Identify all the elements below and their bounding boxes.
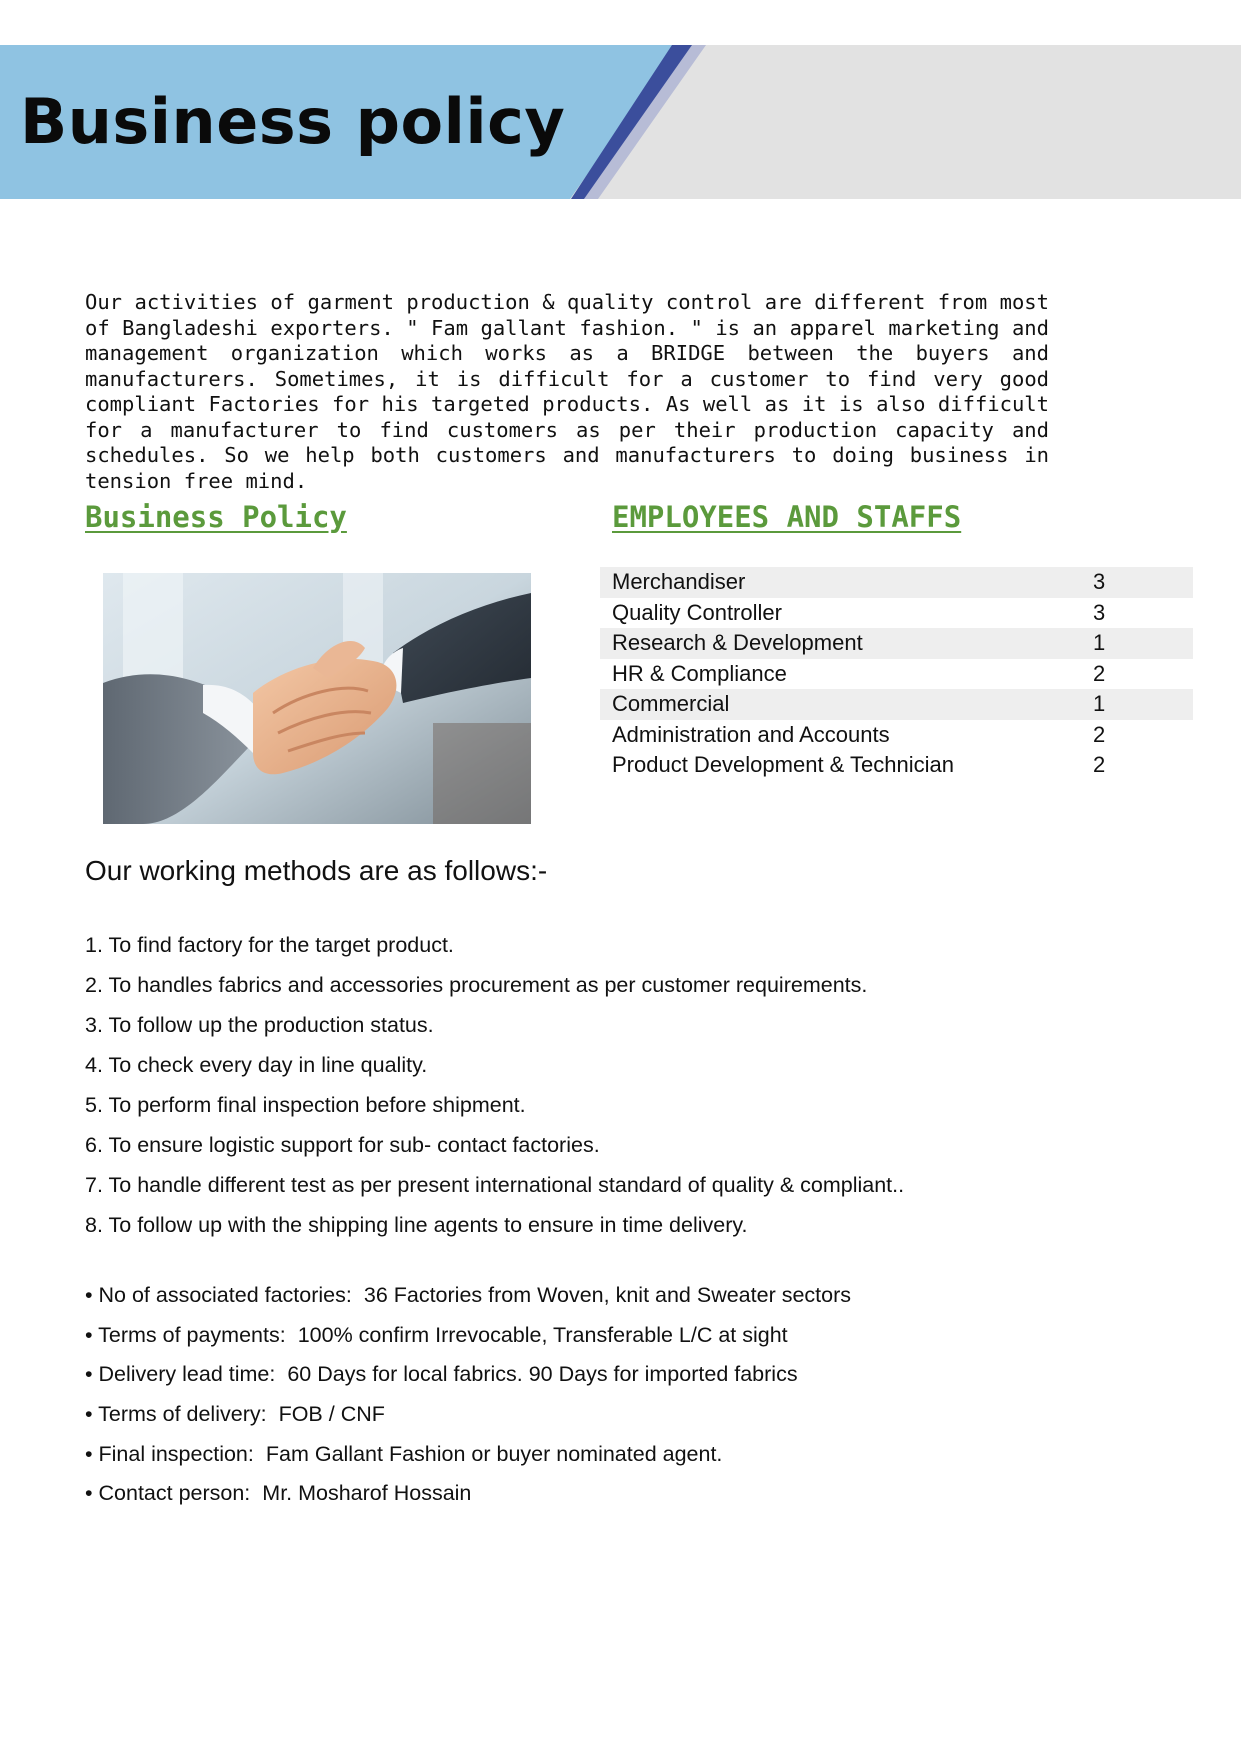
fact-label: • Contact person: [85, 1481, 251, 1506]
table-row [600, 567, 1193, 598]
fact-label: • Terms of payments: [85, 1322, 286, 1347]
employee-role: Product Development & Technician [612, 752, 955, 778]
fact-label: • No of associated factories: [85, 1283, 352, 1307]
method-item: 7. To handle different test as per present international standard of quality & compliant.. [85, 1173, 905, 1197]
fact-value: Mr. Mosharof Hossain [262, 1481, 472, 1506]
employee-role: Research & Development [600, 628, 1093, 659]
fact-item [85, 1280, 851, 1320]
fact-value: Fam Gallant Fashion or buyer nominated agent. [265, 1441, 723, 1466]
method-item: 4. To check every day in line quality. [85, 1053, 428, 1077]
employee-count: 2 [1093, 752, 1106, 778]
method-item: 2. To handles fabrics and accessories procurement as per customer requirements. [85, 973, 868, 997]
fact-value: 60 Days for local fabrics. 90 Days for imported fabrics [287, 1362, 798, 1387]
business-policy-heading: Business Policy [85, 500, 347, 534]
page-title: Business policy [20, 85, 566, 158]
employee-role: Merchandiser [600, 567, 1093, 598]
table-row [600, 720, 1193, 751]
table-row [600, 750, 1193, 781]
method-item: 1. To find factory for the target product. [85, 933, 454, 957]
fact-value: 36 Factories from Woven, knit and Sweater sectors [363, 1283, 852, 1307]
methods-list [85, 930, 904, 1250]
fact-item [85, 1478, 851, 1518]
employee-count: 3 [1093, 567, 1193, 598]
employee-role: Quality Controller [612, 599, 782, 625]
fact-item [85, 1359, 851, 1399]
fact-item [85, 1399, 851, 1439]
title-banner [0, 45, 1241, 199]
table-row [600, 689, 1193, 720]
employee-role: Commercial [600, 689, 1093, 720]
method-item: 3. To follow up the production status. [85, 1013, 434, 1037]
employee-count: 2 [1093, 721, 1106, 747]
fact-label: • Final inspection: [85, 1441, 254, 1466]
handshake-photo [103, 573, 531, 824]
fact-label: • Terms of delivery: [85, 1402, 267, 1427]
facts-list [85, 1280, 851, 1518]
fact-item [85, 1320, 851, 1360]
employee-count: 1 [1093, 689, 1193, 720]
employee-count: 2 [1093, 660, 1106, 686]
method-item: 5. To perform final inspection before shipment. [85, 1093, 526, 1117]
table-row [600, 628, 1193, 659]
fact-value: 100% confirm Irrevocable, Transferable L/C at sight [297, 1322, 788, 1347]
fact-label: • Delivery lead time: [85, 1362, 276, 1387]
employee-count: 1 [1093, 628, 1193, 659]
fact-item [85, 1439, 851, 1479]
employee-role: Administration and Accounts [612, 721, 890, 747]
employees-heading: EMPLOYEES AND STAFFS [612, 500, 962, 534]
employee-count: 3 [1093, 599, 1106, 625]
employees-table [600, 567, 1193, 781]
employee-role: HR & Compliance [612, 660, 787, 686]
table-row [600, 598, 1193, 629]
methods-title: Our working methods are as follows:- [85, 855, 548, 886]
method-item: 8. To follow up with the shipping line agents to ensure in time delivery. [85, 1213, 748, 1237]
method-item: 6. To ensure logistic support for sub- contact factories. [85, 1133, 600, 1157]
intro-paragraph: Our activities of garment production & quality control are different from most of Bangladeshi exporters. " Fam gallant fashion. " is an apparel marketing and management organization which works as a BRIDGE between the buyers and manufacturers. Sometimes, it is difficult for a customer to find very good compliant Factories for his targeted products. As well as it is also difficult for a manufacturer to find customers as per their production capacity and schedules. So we help both customers and manufacturers to doing business in tension free mind. [85, 290, 1049, 493]
table-row [600, 659, 1193, 690]
fact-value: FOB / CNF [278, 1402, 385, 1427]
